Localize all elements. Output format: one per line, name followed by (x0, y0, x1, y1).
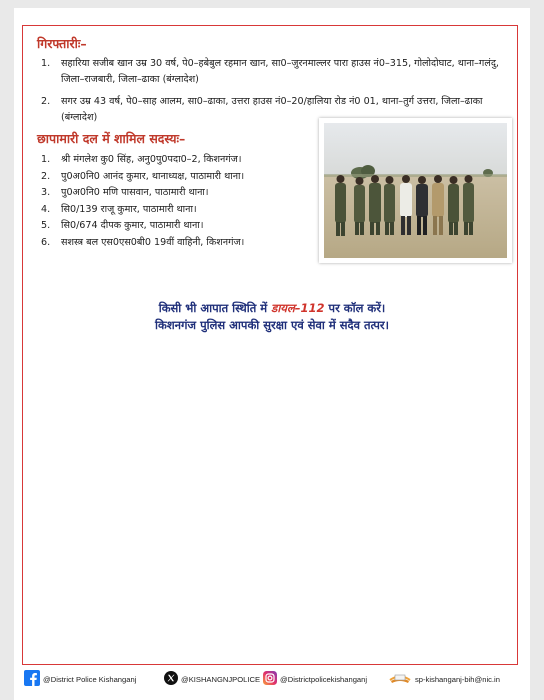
facebook-label: @District Police Kishanganj (43, 674, 137, 684)
item-number: 1. (41, 58, 51, 69)
instagram-link[interactable] (263, 668, 367, 690)
item-number: 5. (41, 220, 51, 231)
emergency-appeal-line-1 (14, 301, 530, 316)
item-number: 3. (41, 187, 51, 198)
item-number: 1. (41, 154, 51, 165)
item-text: सि0/139 राजू कुमार, पाठामारी थाना। (61, 203, 197, 215)
item-number: 4. (41, 203, 51, 215)
list-item (37, 56, 507, 88)
facebook-link[interactable] (24, 668, 136, 690)
item-text: सशस्त्र बल एस0एस0बी0 19वीं वाहिनी, किशनगंज। (61, 236, 245, 248)
list-item (37, 218, 327, 234)
item-text: सहारिया सजीब खान उम्र 30 वर्ष, पे0–हबेबुल रहमान खान, सा0–जुरनमाल्लर पारा हाउस नं0–315, गोलोदोघाट, थाना–गलंदु, जिला–राजबारी, जिला–ढाका (बंग्लादेश) (61, 58, 499, 85)
x-label: @KISHANGNJPOLICE (181, 674, 261, 684)
appeal-text: पर कॉल करें। (324, 301, 386, 315)
item-text: पु0अ0नि0 आनंद कुमार, थानाध्यक्ष, पाठामारी थाना। (61, 170, 245, 182)
document-page (14, 8, 530, 700)
list-item (37, 202, 327, 218)
dial-112-highlight: डायल–112 (271, 301, 325, 315)
item-text: श्री मंगलेश कु0 सिंह, अनु0पु0पदा0–2, किशनगंज। (61, 154, 242, 165)
group-photo (319, 118, 512, 263)
raid-team-list (37, 152, 327, 251)
group-photo-image (324, 123, 507, 258)
email-link[interactable] (388, 668, 500, 690)
emergency-appeal-line-2: किशनगंज पुलिस आपकी सुरक्षा एवं सेवा में सदैव तत्पर। (155, 318, 389, 332)
x-link[interactable] (164, 668, 260, 690)
item-text: पु0अ0नि0 मणि पासवान, पाठामारी थाना। (61, 187, 209, 198)
facebook-icon (24, 670, 40, 688)
item-text: सगर उम्र 43 वर्ष, पे0–साह आलम, सा0–ढाका, उत्तरा हाउस नं0–20/हालिया रोड नं0 01, थाना–तुर्ग उत्तरा, जिला–ढाका (बंग्लादेश) (61, 96, 483, 123)
email-label: sp-kishanganj-bih@nic.in (415, 674, 500, 684)
x-icon (164, 671, 178, 687)
raid-team-heading: छापामारी दल में शामिल सदस्यः– (37, 131, 186, 146)
item-number: 2. (41, 170, 51, 182)
appeal-text: किसी भी आपात स्थिति में (158, 301, 272, 315)
footer-social-links (22, 668, 522, 690)
list-item (37, 235, 327, 251)
list-item (37, 169, 327, 185)
arrested-heading: गिरफ्तारीः– (37, 36, 87, 51)
item-number: 6. (41, 236, 51, 248)
instagram-icon (263, 671, 277, 687)
item-number: 2. (41, 96, 51, 107)
email-icon (388, 671, 412, 687)
instagram-label: @Districtpolicekishanganj (280, 674, 368, 684)
list-item (37, 185, 327, 201)
list-item (37, 152, 327, 168)
item-text: सि0/674 दीपक कुमार, पाठामारी थाना। (61, 220, 204, 231)
